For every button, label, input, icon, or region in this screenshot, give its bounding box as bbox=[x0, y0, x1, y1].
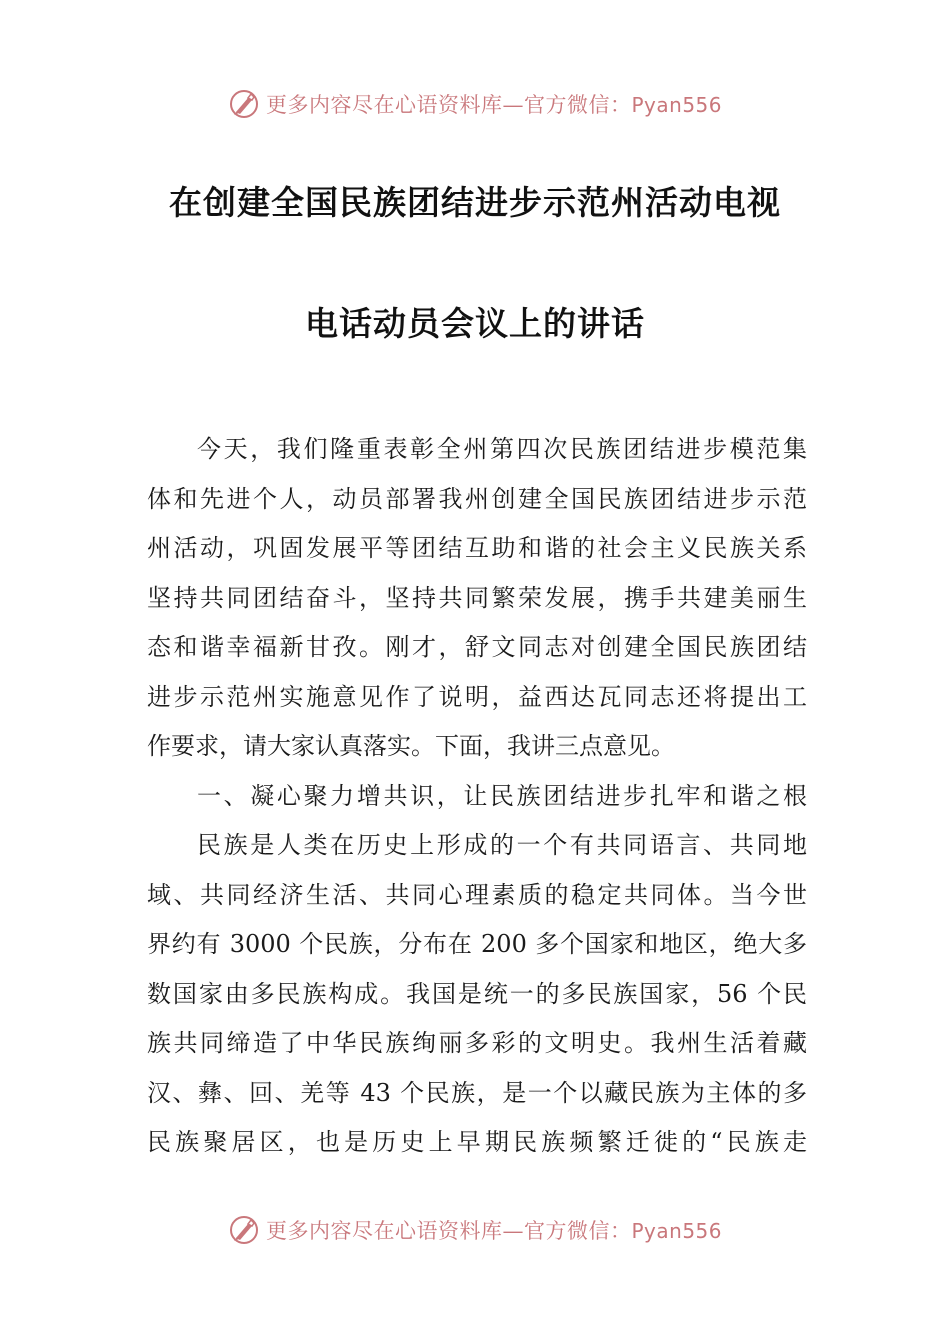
body-line: 界约有 3000 个民族，分布在 200 多个国家和地区，绝大多 bbox=[147, 930, 807, 958]
watermark-banner-bottom bbox=[0, 1208, 950, 1252]
pen-nib-logo-icon bbox=[228, 1214, 260, 1246]
watermark-wechat-id: Pyan556 bbox=[631, 93, 722, 117]
body-line: 体和先进个人，动员部署我州创建全国民族团结进步示范 bbox=[147, 484, 807, 513]
document-body bbox=[147, 425, 807, 1168]
body-line: 数国家由多民族构成。我国是统一的多民族国家，56 个民 bbox=[147, 979, 807, 1008]
document-title-line-1: 在创建全国民族团结进步示范州活动电视 bbox=[169, 183, 781, 222]
document-title-line-2: 电话动员会议上的讲话 bbox=[305, 304, 645, 343]
watermark-text bbox=[266, 89, 722, 119]
watermark-banner-top bbox=[0, 82, 950, 126]
body-line: 域、共同经济生活、共同心理素质的稳定共同体。当今世 bbox=[147, 880, 807, 909]
body-line: 族共同缔造了中华民族绚丽多彩的文明史。我州生活着藏 bbox=[147, 1029, 807, 1057]
watermark-label: 更多内容尽在心语资料库—官方微信： bbox=[265, 93, 632, 117]
body-line: 态和谐幸福新甘孜。刚才，舒文同志对创建全国民族团结 bbox=[147, 633, 807, 661]
watermark-text bbox=[266, 1215, 722, 1245]
body-line: 州活动，巩固发展平等团结互助和谐的社会主义民族关系 bbox=[147, 534, 807, 562]
body-line: 作要求，请大家认真落实。下面，我讲三点意见。 bbox=[147, 732, 675, 760]
body-line: 今天，我们隆重表彰全州第四次民族团结进步模范集 bbox=[197, 435, 807, 463]
watermark-wechat-id: Pyan556 bbox=[631, 1219, 722, 1243]
body-line: 坚持共同团结奋斗，坚持共同繁荣发展，携手共建美丽生 bbox=[147, 583, 807, 612]
body-line: 民族是人类在历史上形成的一个有共同语言、共同地 bbox=[197, 831, 807, 859]
body-line: 民族聚居区，也是历史上早期民族频繁迁徙的“民族走 bbox=[147, 1128, 807, 1156]
body-line: 汉、彝、回、羌等 43 个民族，是一个以藏民族为主体的多 bbox=[147, 1078, 807, 1107]
body-line: 进步示范州实施意见作了说明，益西达瓦同志还将提出工 bbox=[147, 682, 807, 711]
pen-nib-logo-icon bbox=[228, 88, 260, 120]
section-heading: 一、凝心聚力增共识，让民族团结进步扎牢和谐之根 bbox=[197, 781, 807, 810]
watermark-label: 更多内容尽在心语资料库—官方微信： bbox=[265, 1219, 632, 1243]
